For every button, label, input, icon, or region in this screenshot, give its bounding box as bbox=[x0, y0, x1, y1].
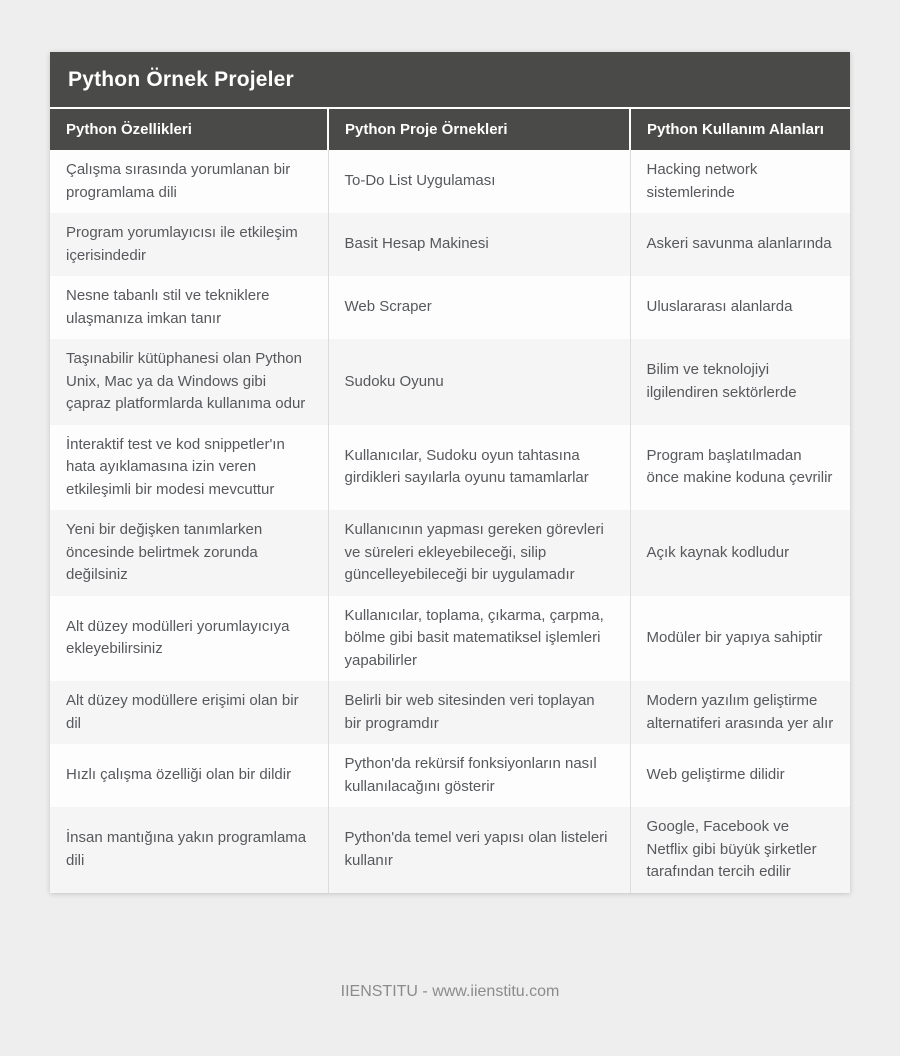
table-cell: Kullanıcının yapması gereken görevleri ve süreleri ekleyebileceği, silip güncelleyebileceği bir uygulamadır bbox=[328, 510, 630, 596]
column-header-ozellikleri: Python Özellikleri bbox=[50, 109, 328, 150]
table-cell: Modern yazılım geliştirme alternatiferi arasında yer alır bbox=[630, 681, 850, 744]
table-cell: Alt düzey modülleri yorumlayıcıya ekleyebilirsiniz bbox=[50, 596, 328, 682]
table-cell: İnteraktif test ve kod snippetler'ın hata ayıklamasına izin veren etkileşimli bir modesi mevcuttur bbox=[50, 425, 328, 511]
table-row bbox=[50, 150, 850, 213]
table-row bbox=[50, 596, 850, 682]
table-cell: Web geliştirme dilidir bbox=[630, 744, 850, 807]
header-row bbox=[50, 109, 850, 150]
table-cell: Açık kaynak kodludur bbox=[630, 510, 850, 596]
table-row bbox=[50, 744, 850, 807]
table-header bbox=[50, 109, 850, 150]
table-cell: Basit Hesap Makinesi bbox=[328, 213, 630, 276]
table-cell: Python'da temel veri yapısı olan listeleri kullanır bbox=[328, 807, 630, 893]
table-cell: Alt düzey modüllere erişimi olan bir dil bbox=[50, 681, 328, 744]
table-row bbox=[50, 339, 850, 425]
table-row bbox=[50, 510, 850, 596]
table-cell: Çalışma sırasında yorumlanan bir programlama dili bbox=[50, 150, 328, 213]
table-row bbox=[50, 807, 850, 893]
table-row bbox=[50, 681, 850, 744]
table-body bbox=[50, 150, 850, 893]
table-cell: Askeri savunma alanlarında bbox=[630, 213, 850, 276]
python-table bbox=[50, 109, 850, 893]
brand-footer-text: IIENSTITU - www.iienstitu.com bbox=[340, 983, 560, 1000]
table-cell: Uluslararası alanlarda bbox=[630, 276, 850, 339]
table-cell: Yeni bir değişken tanımlarken öncesinde belirtmek zorunda değilsiniz bbox=[50, 510, 328, 596]
table-cell: İnsan mantığına yakın programlama dili bbox=[50, 807, 328, 893]
table-cell: Program başlatılmadan önce makine koduna çevrilir bbox=[630, 425, 850, 511]
table-cell: Python'da rekürsif fonksiyonların nasıl kullanılacağını gösterir bbox=[328, 744, 630, 807]
table-cell: Google, Facebook ve Netflix gibi büyük şirketler tarafından tercih edilir bbox=[630, 807, 850, 893]
table-cell: Web Scraper bbox=[328, 276, 630, 339]
table-cell: Kullanıcılar, toplama, çıkarma, çarpma, bölme gibi basit matematiksel işlemleri yapabilirler bbox=[328, 596, 630, 682]
table-cell: Hacking network sistemlerinde bbox=[630, 150, 850, 213]
table-cell: Nesne tabanlı stil ve tekniklere ulaşmanıza imkan tanır bbox=[50, 276, 328, 339]
table-cell: Bilim ve teknolojiyi ilgilendiren sektörlerde bbox=[630, 339, 850, 425]
table-cell: Taşınabilir kütüphanesi olan Python Unix, Mac ya da Windows gibi çapraz platformlarda kullanıma odur bbox=[50, 339, 328, 425]
table-cell: Modüler bir yapıya sahiptir bbox=[630, 596, 850, 682]
table-row bbox=[50, 425, 850, 511]
table-row bbox=[50, 276, 850, 339]
table-cell: Hızlı çalışma özelliği olan bir dildir bbox=[50, 744, 328, 807]
table-card bbox=[50, 52, 850, 893]
table-cell: Program yorumlayıcısı ile etkileşim içerisindedir bbox=[50, 213, 328, 276]
column-header-kullanim-alanlari: Python Kullanım Alanları bbox=[630, 109, 850, 150]
table-cell: Kullanıcılar, Sudoku oyun tahtasına girdikleri sayılarla oyunu tamamlarlar bbox=[328, 425, 630, 511]
column-header-proje-ornekleri: Python Proje Örnekleri bbox=[328, 109, 630, 150]
table-cell: Sudoku Oyunu bbox=[328, 339, 630, 425]
table-cell: To-Do List Uygulaması bbox=[328, 150, 630, 213]
page-title: Python Örnek Projeler bbox=[50, 52, 850, 109]
table-cell: Belirli bir web sitesinden veri toplayan bir programdır bbox=[328, 681, 630, 744]
table-row bbox=[50, 213, 850, 276]
